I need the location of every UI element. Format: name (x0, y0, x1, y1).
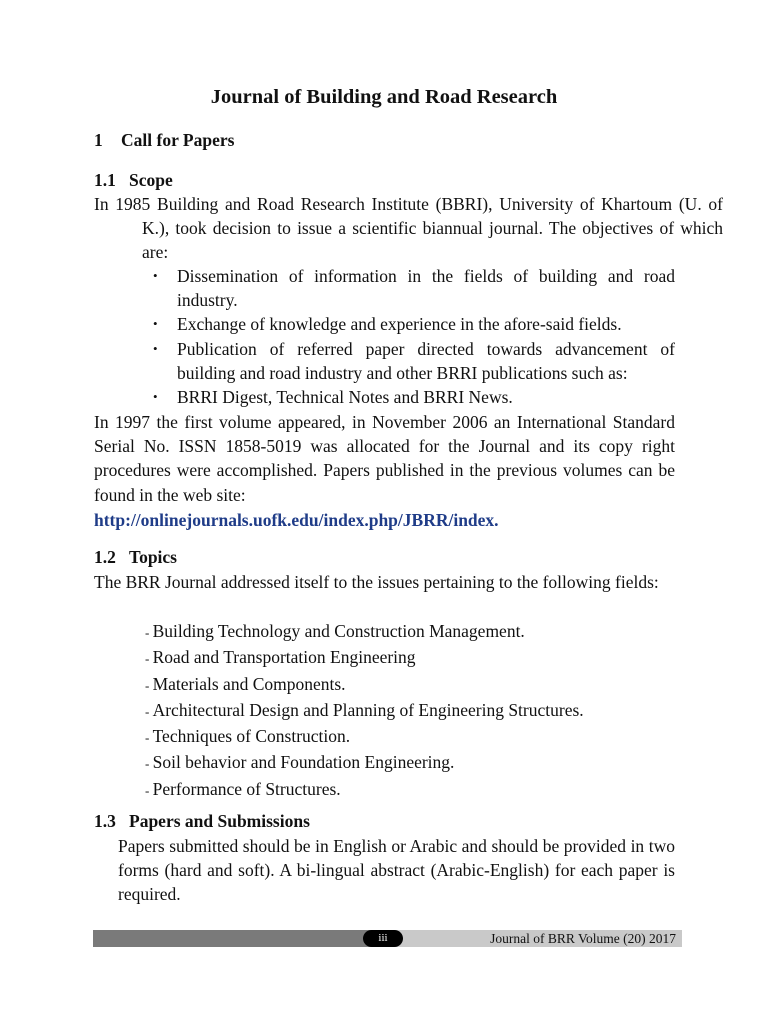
section-number: 1 (94, 130, 103, 150)
journal-website-link[interactable]: http://onlinejournals.uofk.edu/index.php/JBRR/index. (94, 510, 499, 530)
papers-paragraph: Papers submitted should be in English or Arabic and should be provided in two forms (hard and soft). A bi-lingual abstract (Arabic-English) for each paper is required. (118, 836, 675, 905)
list-item: • Dissemination of information in the fields of building and road industry. (152, 264, 675, 312)
scope-intro-paragraph: In 1985 Building and Road Research Institute (BBRI), University of Khartoum (U. of K.), took decision to issue a scientific biannual journal. The objectives of which are: (94, 194, 723, 263)
list-item: • Publication of referred paper directed towards advancement of building and road industry and other BRRI publications such as: (152, 337, 675, 385)
page-number-badge: iii (363, 930, 403, 947)
journal-link-line (94, 508, 675, 532)
section-heading-call-for-papers (94, 130, 234, 151)
topic-label: Performance of Structures. (152, 778, 341, 799)
footer-journal-label: Journal of BRR Volume (20) 2017 (490, 931, 676, 946)
subsection-title: Scope (129, 170, 173, 190)
list-item: - Materials and Components. (145, 673, 346, 694)
list-item: - Architectural Design and Planning of Engineering Structures. (145, 699, 584, 720)
subsection-number: 1.3 (94, 811, 116, 831)
page-footer (93, 930, 682, 947)
topic-label: Soil behavior and Foundation Engineering. (152, 752, 455, 773)
topic-label: Building Technology and Construction Management. (152, 621, 525, 641)
list-item: • Exchange of knowledge and experience in the afore-said fields. (152, 312, 675, 336)
list-item: - Techniques of Construction. (145, 726, 351, 747)
topics-list (145, 619, 584, 803)
list-item: - Soil behavior and Foundation Engineering. (145, 752, 455, 773)
list-item: - Performance of Structures. (145, 778, 341, 799)
footer-bar-dark (93, 930, 383, 947)
scope-history-paragraph: In 1997 the first volume appeared, in November 2006 an International Standard Serial No. ISSN 1858-5019 was allocated for the Journal and its copy right procedures were accomplished. Papers published in the previous volumes can be found in the web site: (94, 412, 675, 505)
topic-label: Materials and Components. (152, 673, 346, 694)
page-title: Journal of Building and Road Research (210, 86, 558, 108)
scope-objectives-list (152, 264, 675, 409)
subsection-heading-topics (94, 547, 177, 568)
subsection-number: 1.1 (94, 170, 116, 190)
subsection-number: 1.2 (94, 547, 116, 567)
topics-intro-paragraph: The BRR Journal addressed itself to the issues pertaining to the following fields: (94, 572, 659, 592)
topic-label: Architectural Design and Planning of Engineering Structures. (152, 699, 584, 720)
topic-label: Road and Transportation Engineering (152, 647, 416, 668)
list-item: - Road and Transportation Engineering (145, 647, 416, 668)
list-item: • BRRI Digest, Technical Notes and BRRI News. (152, 385, 675, 409)
topic-label: Techniques of Construction. (152, 726, 351, 747)
subsection-heading-papers (94, 811, 310, 832)
list-item: - Building Technology and Construction Management. (145, 621, 525, 641)
section-title: Call for Papers (121, 130, 235, 150)
subsection-heading-scope (94, 170, 173, 191)
subsection-title: Topics (129, 547, 177, 567)
subsection-title: Papers and Submissions (129, 811, 310, 831)
